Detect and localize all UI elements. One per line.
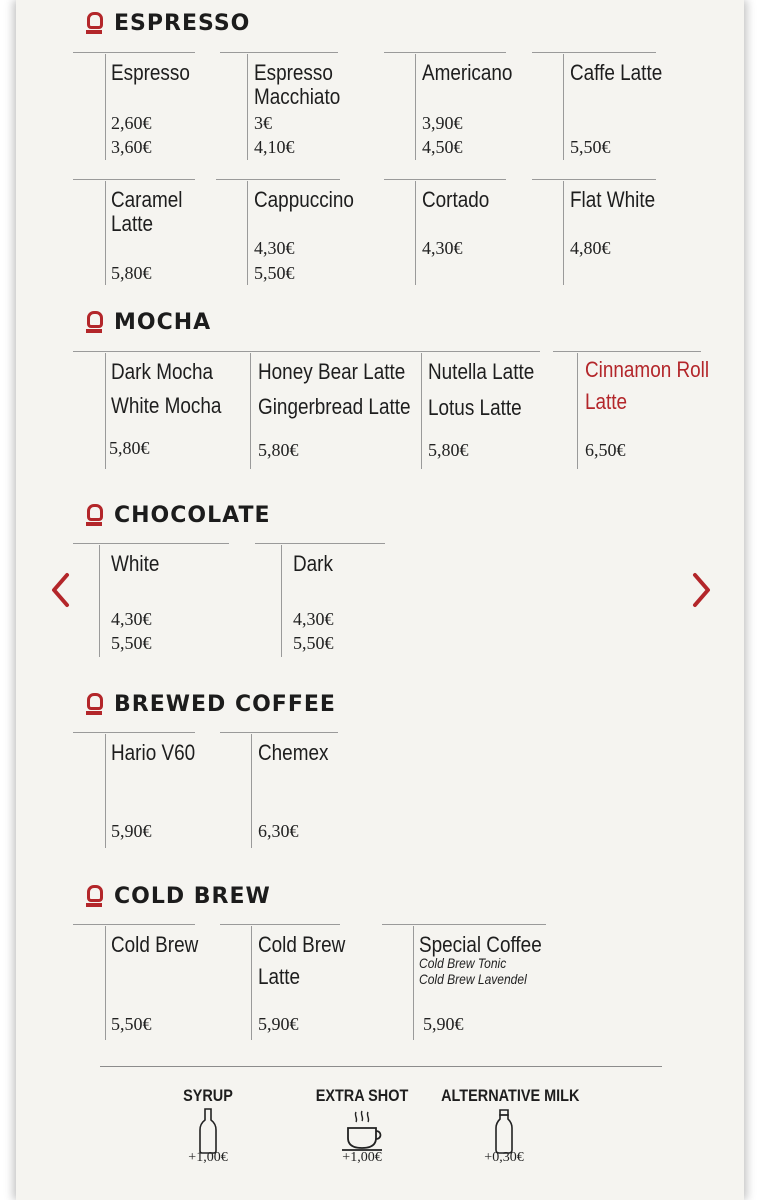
addon-syrup: SYRUP +1,00€ bbox=[183, 1086, 233, 1165]
chevron-left-icon[interactable] bbox=[40, 565, 80, 615]
section-header-mocha bbox=[86, 309, 211, 335]
section-title: BREWED COFFEE bbox=[114, 691, 336, 717]
chevron-right-icon[interactable] bbox=[682, 565, 722, 615]
divider bbox=[100, 1066, 662, 1067]
addon-alternative-milk: ALTERNATIVE MILK +0,30€ bbox=[441, 1086, 580, 1165]
section-title: ESPRESSO bbox=[114, 10, 251, 36]
section-header-brewed-coffee bbox=[86, 691, 336, 717]
section-header-cold-brew bbox=[86, 883, 271, 909]
coffee-cup-icon bbox=[86, 691, 102, 717]
section-header-chocolate bbox=[86, 502, 270, 528]
menu-page: ESPRESSO Espresso 2,60€ 3,60€ Espresso Macchiato 3€ 4,10€ Americano 3,90€ 4,50€ Caffe Latte 5,50€ Caramel Latte 5,80€ Cappuccino 4,30€ 5,50€ Cortado 4,30€ Flat White 4,80€ MOCHA Dark Mocha White Mocha 5,80€ Honey Bear Latte Gingerbread Latte 5,80€ Nutella Latte Lotus Latte 5,80€ Cinnamon Roll Latte 6,50€ CHOCOLATE White 4,30€ 5,50€ Dark 4,30€ 5,50€ BREWED COFFEE Hario V60 5,90€ Chemex 6,30€ COLD BREW Cold Brew 5,50€ Cold Brew Latte 5,90€ Special Coffee Cold Brew Tonic Cold Brew Lavendel 5,90€ SYRUP +1,00€ EXTRA SHOT +1,00€ ALTERNATIVE MILK +0,30€ bbox=[16, 0, 744, 1200]
coffee-cup-icon bbox=[86, 502, 102, 528]
section-title: COLD BREW bbox=[114, 883, 271, 909]
coffee-cup-icon bbox=[340, 1108, 384, 1154]
coffee-cup-icon bbox=[86, 10, 102, 36]
bottle-icon bbox=[199, 1108, 217, 1154]
milk-bottle-icon bbox=[494, 1108, 514, 1154]
coffee-cup-icon bbox=[86, 309, 102, 335]
section-header-espresso bbox=[86, 10, 250, 36]
addon-extra-shot: EXTRA SHOT +1,00€ bbox=[315, 1086, 409, 1165]
coffee-cup-icon bbox=[86, 883, 102, 909]
section-title: CHOCOLATE bbox=[114, 502, 271, 528]
section-title: MOCHA bbox=[114, 309, 212, 335]
